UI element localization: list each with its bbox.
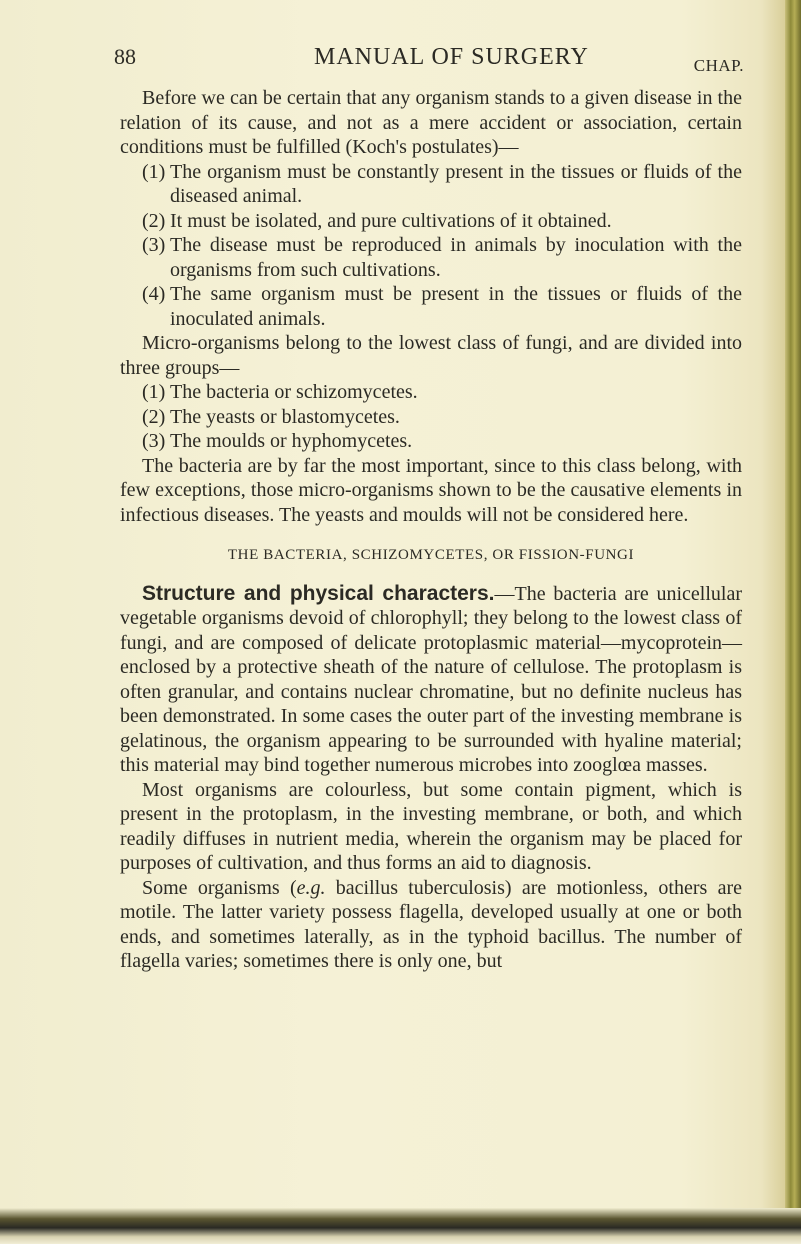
structure-text: —The bacteria are unicellular vegetable organisms devoid of chlorophyll; they belong to the lowest class of fungi, and are composed of delicate protoplasmic material—mycoprotein—enclosed by a protective sheath of the nature of cellulose. The protoplasm is often granular, and contains nuclear chromatine, but no definite nucleus has been demonstrated. In some cases the outer part of the investing membrane is gelatinous, the organism appearing to be surrounded with hyaline material; this material may bind together numerous microbes into zooglœa masses. xyxy=(120,582,742,776)
group-text: The bacteria or schizomycetes. xyxy=(170,381,418,403)
postulate-text: The disease must be reproduced in animals by inoculation with the organisms from such cultivations. xyxy=(170,234,742,281)
page-body xyxy=(120,86,742,974)
group-number: (2) xyxy=(142,405,166,428)
group-number: (1) xyxy=(142,381,166,403)
postulate-number: (1) xyxy=(142,160,166,183)
postulate-text: The same organism must be present in the tissues or fluids of the inoculated animals. xyxy=(170,283,742,330)
motility-text-start: Some organisms ( xyxy=(142,876,297,899)
postulate-number: (2) xyxy=(142,209,166,232)
postulate-item xyxy=(120,160,742,209)
motility-paragraph xyxy=(120,876,742,974)
postulate-item xyxy=(120,233,742,282)
group-text: The yeasts or blastomycetes. xyxy=(170,405,400,428)
page-number: 88 xyxy=(114,44,136,69)
postulate-text: It must be isolated, and pure cultivations of it obtained. xyxy=(170,209,612,232)
groups-intro-paragraph: Micro-organisms belong to the lowest class of fungi, and are divided into three groups— xyxy=(120,332,742,379)
postulate-text: The organism must be constantly present in the tissues or fluids of the diseased animal. xyxy=(170,160,742,207)
chapter-label: CHAP. xyxy=(693,56,744,75)
page-bottom-edge xyxy=(0,1208,801,1244)
paragraph-lead-heading: Structure and physical characters. xyxy=(142,581,495,605)
postulate-number: (3) xyxy=(142,234,166,256)
eg-abbreviation: e.g. xyxy=(296,876,326,899)
group-item xyxy=(120,429,742,454)
group-text: The moulds or hyphomycetes. xyxy=(170,430,413,452)
group-item xyxy=(120,380,742,405)
intro-paragraph: Before we can be certain that any organism stands to a given disease in the relation of its cause, and not as a mere accident or association, certain conditions must be fulfilled (Koch's postulates)— xyxy=(120,87,742,158)
group-item xyxy=(120,405,742,430)
bacteria-paragraph: The bacteria are by far the most important, since to this class belong, with few exceptions, those micro-organisms shown to be the causative elements in infectious diseases. The yeasts and moulds will not be considered here. xyxy=(120,454,742,526)
pigment-paragraph: Most organisms are colourless, but some contain pigment, which is present in the protoplasm, in the investing membrane, or both, and which readily diffuses in nutrient media, wherein the organism may be placed for purposes of cultivation, and thus forms an aid to diagnosis. xyxy=(120,778,742,874)
postulate-number: (4) xyxy=(142,283,166,305)
structure-paragraph xyxy=(120,582,742,778)
page-header xyxy=(114,44,744,80)
postulate-item xyxy=(120,209,742,234)
motility-text-rest: bacillus tuberculosis) are motionless, others are motile. The latter variety possess flagella, developed usually at one or both ends, and sometimes laterally, as in the typhoid bacillus. The number of flagella varies; sometimes there is only one, but xyxy=(120,876,742,972)
running-title: MANUAL OF SURGERY xyxy=(314,44,589,70)
group-number: (3) xyxy=(142,430,166,452)
section-heading: THE BACTERIA, SCHIZOMYCETES, OR FISSION-FUNGI xyxy=(227,547,635,563)
book-spine-edge xyxy=(785,0,801,1244)
postulate-item xyxy=(120,282,742,331)
